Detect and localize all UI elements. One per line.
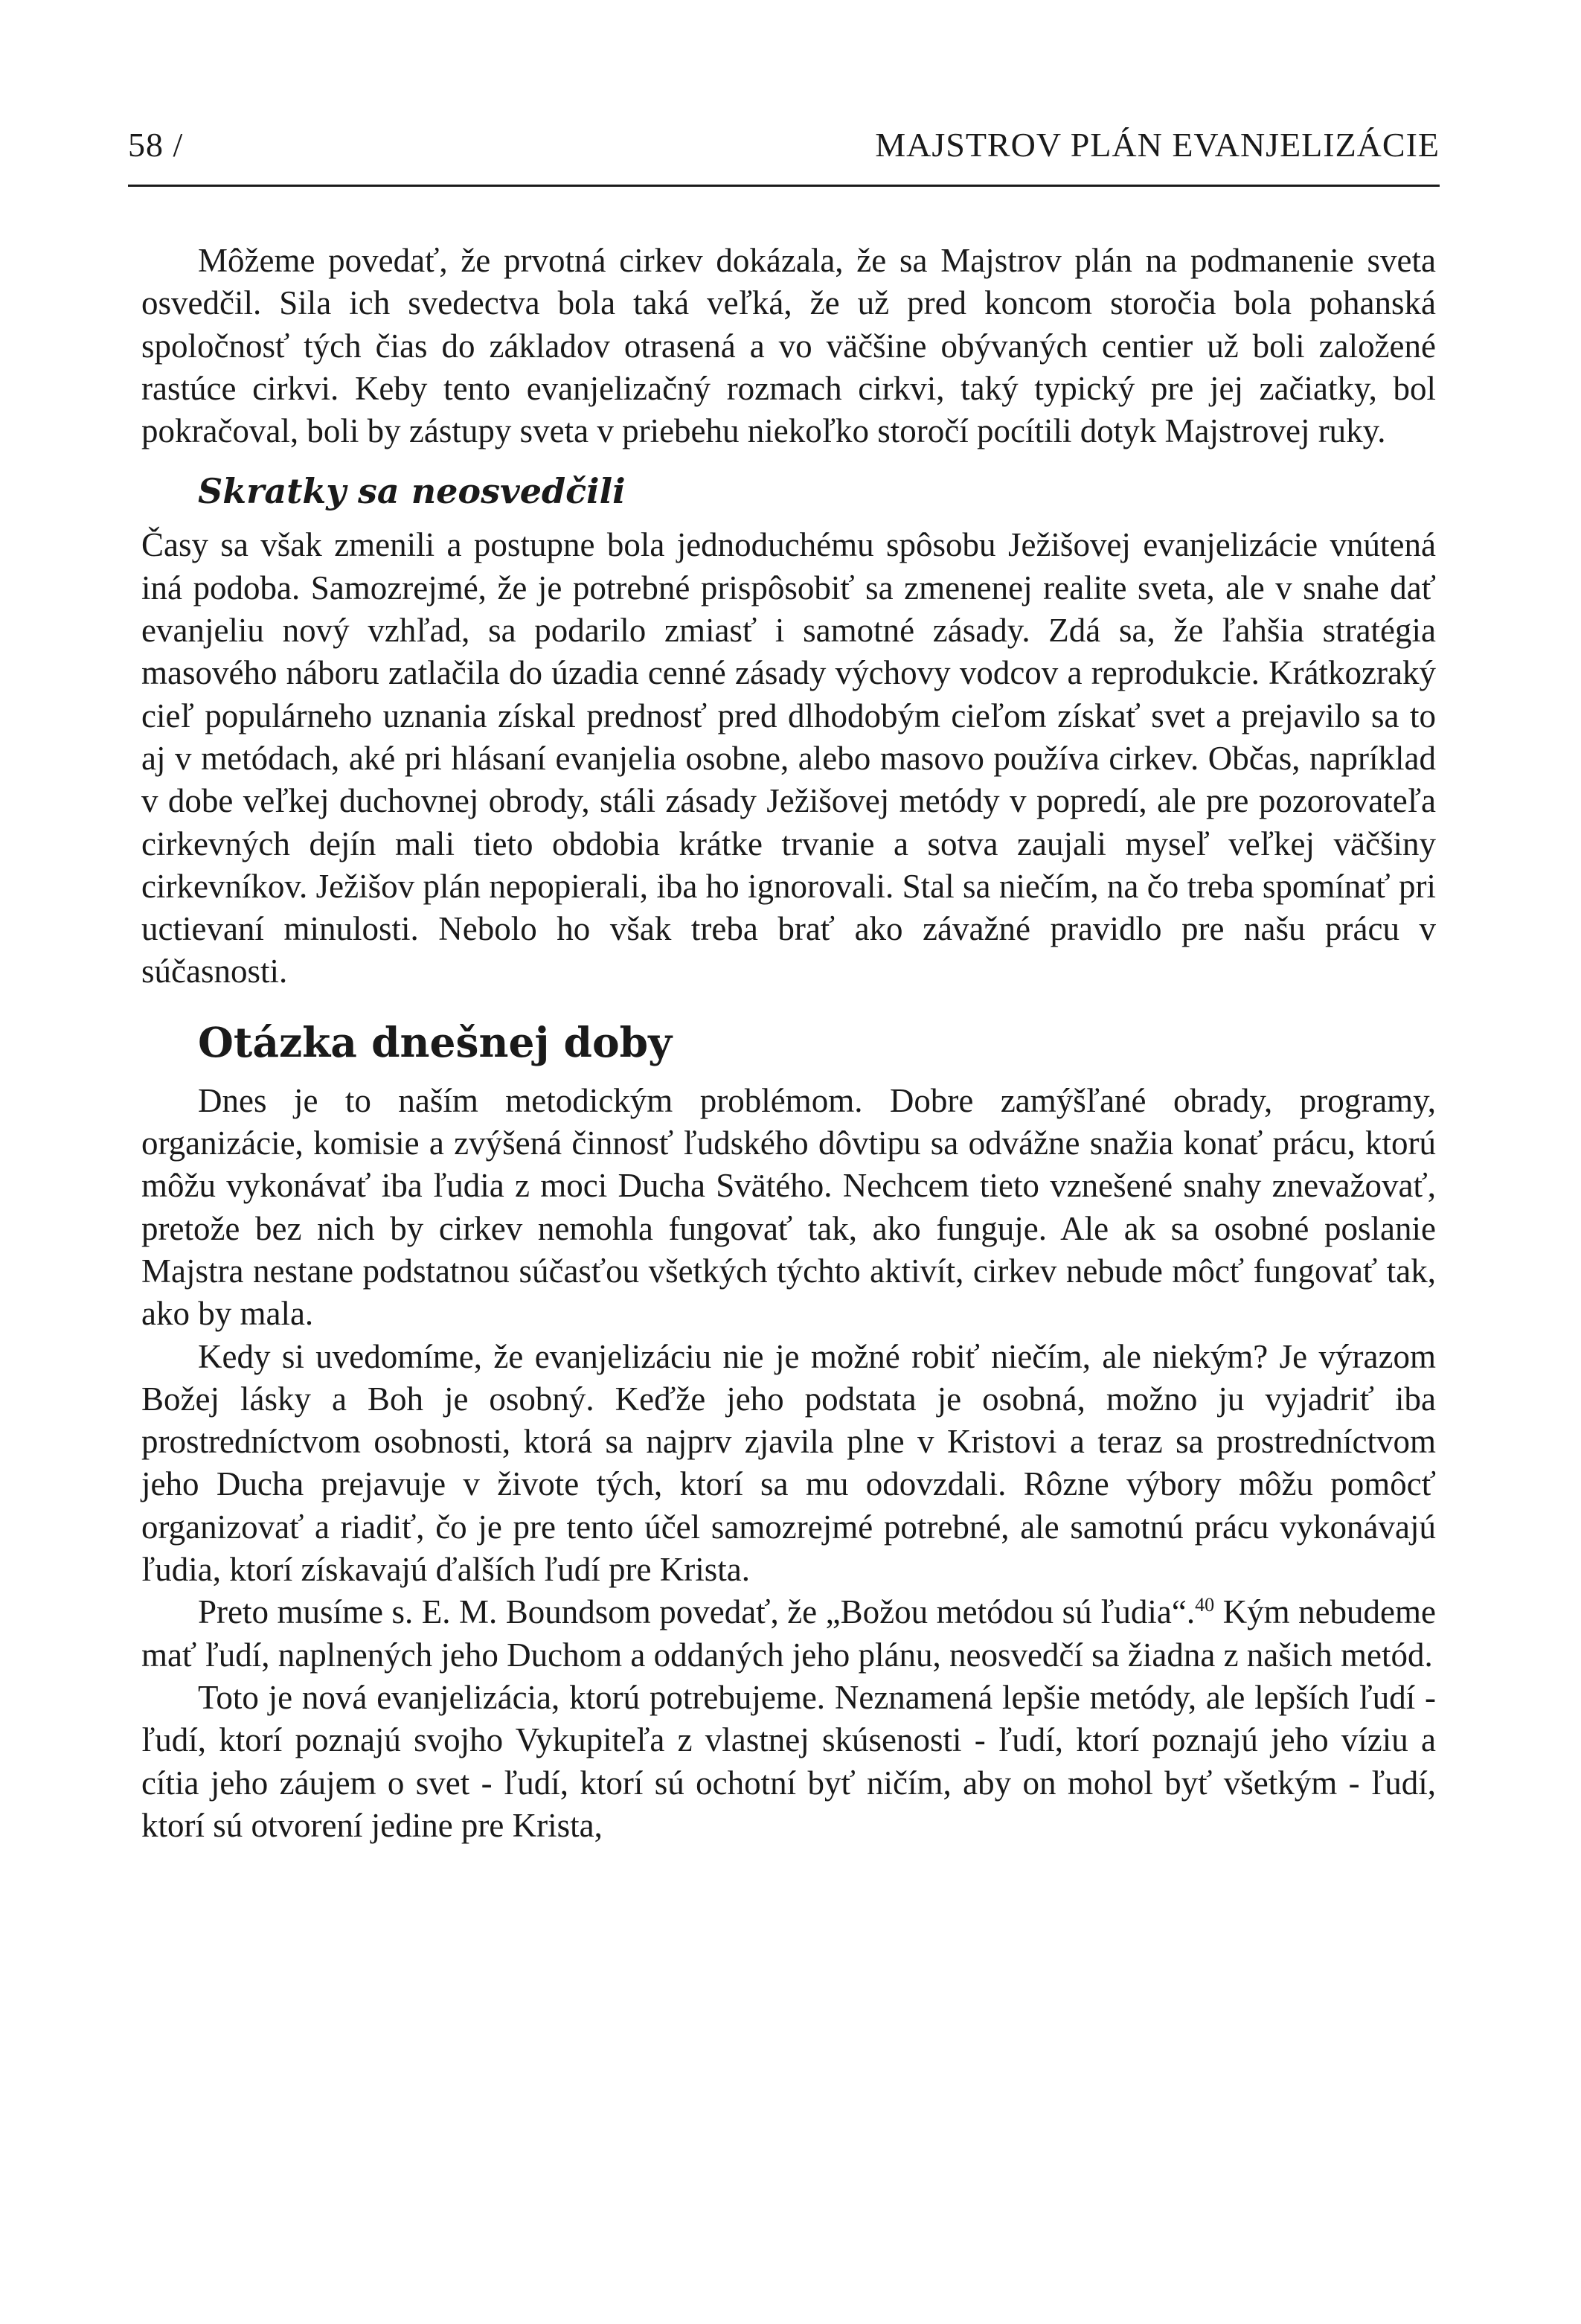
paragraph (141, 1591, 1436, 1677)
paragraph-text: Kým nebudeme mať ľudí, naplnených jeho Duchom a oddaných jeho plánu, neosvedčí sa žiadna z našich metód. (141, 1593, 1436, 1674)
paragraph: Toto je nová evanjelizácia, ktorú potrebujeme. Neznamená lepšie metódy, ale lepších ľudí - ľudí, ktorí poznajú svojho Vykupiteľa z vlastnej skúsenosti - ľudí, ktorí poznajú jeho víziu a cítia jeho záujem o svet - ľudí, ktorí sú ochotní byť ničím, aby on mohol byť všetkým - ľudí, ktorí sú otvorení jedine pre Krista, (141, 1678, 1436, 1844)
subheading: Skratky sa neosvedčili (198, 471, 626, 512)
paragraph-text: Preto musíme s. E. M. Boundsom povedať, že „Božou metódou sú ľudia“. (198, 1593, 1196, 1631)
paragraph: Časy sa však zmenili a postupne bola jednoduchému spôsobu Ježišovej evanjelizácie vnútená iná podoba. Samozrejmé, že je potrebné prispôsobiť sa zmenenej realite sveta, ale v snahe dať evanjeliu nový vzhľad, sa podarilo zmiasť i samotné zásady. Zdá sa, že ľahšia stratégia masového náboru zatlačila do úzadia cenné zásady výchovy vodcov a reprodukcie. Krátkozraký cieľ populárneho uznania získal prednosť pred dlhodobým cieľom získať svet a prejavilo sa to aj v metódach, aké pri hlásaní evanjelia osobne, alebo masovo používa cirkev. Občas, napríklad v dobe veľkej duchovnej obrody, stáli zásady Ježišovej metódy v popredí, ale pre pozorovateľa cirkevných dejín mali tieto obdobia krátke trvanie a sotva zaujali myseľ veľkej väčšiny cirkevníkov. Ježišov plán nepopierali, iba ho ignorovali. Stal sa niečím, na čo treba spomínať pri uctievaní minulosti. Nebolo ho však treba brať ako závažné pravidlo pre našu prácu v súčasnosti. (141, 526, 1436, 990)
paragraph: Dnes je to naším metodickým problémom. Dobre zamýšľané obrady, programy, organizácie, komisie a zvýšená činnosť ľudského dôvtipu sa odvážne snažia konať prácu, ktorú môžu vykonávať iba ľudia z moci Ducha Svätého. Nechcem tieto vznešené snahy znevažovať, pretože bez nich by cirkev nemohla fungovať tak, ako funguje. Ale ak sa osobné poslanie Majstra nestane podstatnou súčasťou všetkých týchto aktivít, cirkev nebude môcť fungovať tak, ako by mala. (141, 1081, 1436, 1333)
paragraph: Kedy si uvedomíme, že evanjelizáciu nie je možné robiť niečím, ale niekým? Je výrazom Božej lásky a Boh je osobný. Keďže jeho podstata je osobná, možno ju vyjadriť iba prostredníctvom osobnosti, ktorá sa najprv zjavila plne v Kristovi a teraz sa prostredníctvom jeho Ducha prejavuje v živote tých, ktorí sa mu odovzdali. Rôzne výbory môžu pomôcť organizovať a riadiť, čo je pre tento účel samozrejmé potrebné, ale samotnú prácu vykonávajú ľudia, ktorí získavajú ďalších ľudí pre Krista. (141, 1337, 1436, 1589)
paragraph: Môžeme povedať, že prvotná cirkev dokázala, že sa Majstrov plán na podmanenie sveta osvedčil. Sila ich svedectva bola taká veľká, že už pred koncom storočia bola pohanská spoločnosť tých čias do základov otrasená a vo väčšine obývaných centier už boli založené rastúce cirkvi. Keby tento evanjelizačný rozmach cirkvi, taký typický pre jej začiatky, bol pokračoval, boli by zástupy sveta v priebehu niekoľko storočí pocítili dotyk Majstrovej ruky. (141, 242, 1436, 450)
footnote-ref: 40 (1195, 1594, 1215, 1616)
running-header (128, 125, 1440, 170)
book-title: MAJSTROV PLÁN EVANJELIZÁCIE (875, 126, 1440, 164)
header-rule (128, 185, 1440, 187)
page-number: 58 / (128, 126, 184, 164)
section-heading: Otázka dnešnej doby (198, 1017, 673, 1066)
body-text (141, 240, 1436, 1847)
